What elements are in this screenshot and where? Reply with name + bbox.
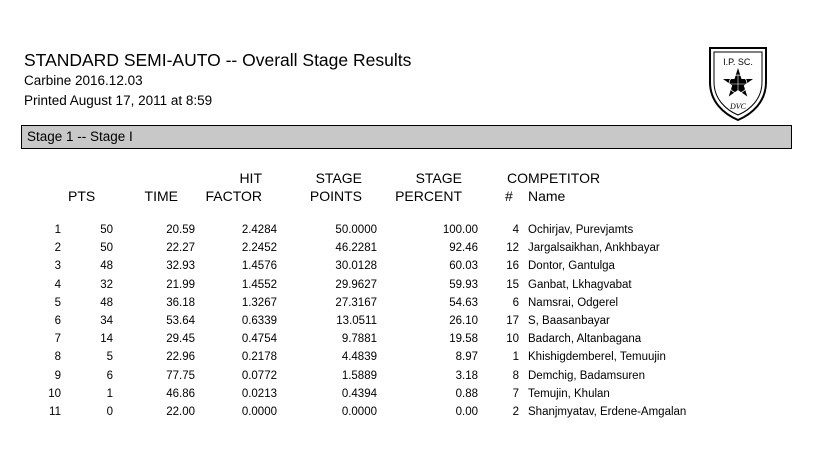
- pts-cell: 50: [100, 224, 113, 236]
- header-spct-bottom: PERCENT: [395, 188, 462, 204]
- header-time: TIME: [144, 188, 178, 204]
- time-cell: 53.64: [166, 315, 195, 328]
- report-title: STANDARD SEMI-AUTO -- Overall Stage Results: [24, 50, 412, 70]
- hit-factor-cell: 0.0000: [241, 406, 277, 419]
- place-cell: 3: [54, 260, 61, 273]
- stage-points-cell: 0.0000: [341, 406, 377, 419]
- stage-percent-cell: 59.93: [449, 278, 478, 291]
- hit-factor-cell: 0.4754: [241, 333, 277, 346]
- competitor-name-cell: Jargalsaikhan, Ankhbayar: [528, 242, 660, 255]
- table-row: [22, 367, 686, 385]
- logo-text-top: I.P. SC.: [723, 57, 753, 67]
- place-cell: 6: [54, 315, 61, 328]
- ipsc-shield-logo: [706, 44, 770, 124]
- pts-cell: 32: [100, 278, 113, 291]
- stage-points-cell: 13.0511: [336, 315, 377, 328]
- time-cell: 20.59: [166, 224, 195, 236]
- place-cell: 9: [54, 369, 61, 382]
- hit-factor-cell: 0.6339: [241, 315, 277, 328]
- table-row: [22, 385, 686, 403]
- pts-cell: 14: [100, 333, 113, 346]
- stage-points-cell: 30.0128: [335, 260, 377, 273]
- competitor-number-cell: 8: [512, 369, 519, 382]
- place-cell: 8: [54, 351, 61, 364]
- time-cell: 22.00: [166, 406, 195, 419]
- table-row: [22, 348, 686, 366]
- header-pts: PTS: [68, 188, 96, 204]
- time-cell: 46.86: [166, 387, 195, 400]
- place-cell: 10: [48, 387, 61, 400]
- place-cell: 1: [54, 224, 61, 236]
- hit-factor-cell: 1.4552: [241, 278, 277, 291]
- competitor-name-cell: Shanjmyatav, Erdene-Amgalan: [528, 406, 687, 419]
- stage-percent-cell: 60.03: [449, 260, 478, 273]
- competitor-name-cell: Demchig, Badamsuren: [528, 369, 645, 382]
- stage-points-cell: 29.9627: [335, 278, 377, 291]
- hit-factor-cell: 0.0772: [241, 369, 277, 382]
- hit-factor-cell: 0.2178: [241, 351, 277, 364]
- place-cell: 11: [49, 406, 61, 419]
- place-cell: 5: [54, 296, 61, 309]
- header-hit-top: HIT: [239, 170, 262, 186]
- competitor-number-cell: 2: [512, 406, 519, 419]
- competitor-number-cell: 16: [506, 260, 519, 273]
- stage-percent-cell: 0.00: [455, 406, 478, 419]
- time-cell: 21.99: [166, 278, 195, 291]
- stage-percent-cell: 92.46: [449, 242, 478, 255]
- stage-points-cell: 46.2281: [335, 242, 377, 255]
- time-cell: 29.45: [166, 333, 195, 346]
- hit-factor-cell: 2.4284: [241, 224, 277, 236]
- competitor-number-cell: 7: [512, 387, 519, 400]
- time-cell: 36.18: [166, 296, 195, 309]
- stage-percent-cell: 26.10: [449, 315, 478, 328]
- stage-percent-cell: 3.18: [455, 369, 478, 382]
- stage-percent-cell: 0.88: [455, 387, 478, 400]
- match-name: Carbine 2016.12.03: [24, 73, 143, 88]
- competitor-number-cell: 6: [512, 296, 519, 309]
- pts-cell: 1: [106, 387, 113, 400]
- header-comp-name: Name: [528, 188, 566, 204]
- competitor-number-cell: 15: [506, 278, 519, 291]
- time-cell: 77.75: [166, 369, 195, 382]
- pts-cell: 48: [100, 296, 113, 309]
- logo-text-bottom: DVC: [730, 102, 746, 111]
- hit-factor-cell: 1.3267: [241, 296, 277, 309]
- header-spct-top: STAGE: [415, 170, 462, 186]
- hit-factor-cell: 0.0213: [241, 387, 277, 400]
- competitor-number-cell: 10: [506, 333, 519, 346]
- header-hit-bottom: FACTOR: [205, 188, 262, 204]
- competitor-name-cell: Badarch, Altanbagana: [528, 333, 642, 346]
- place-cell: 4: [54, 278, 61, 291]
- table-row: [22, 330, 686, 348]
- competitor-name-cell: Ochirjav, Purevjamts: [528, 224, 634, 236]
- table-row: [22, 257, 686, 275]
- competitor-name-cell: Temujin, Khulan: [528, 387, 610, 400]
- results-body: [22, 221, 686, 421]
- pts-cell: 6: [106, 369, 113, 382]
- competitor-name-cell: Dontor, Gantulga: [528, 260, 615, 273]
- stage-label: Stage 1 -- Stage I: [27, 129, 133, 144]
- hit-factor-cell: 1.4576: [241, 260, 277, 273]
- stage-percent-cell: 19.58: [449, 333, 478, 346]
- competitor-name-cell: Ganbat, Lkhagvabat: [528, 278, 632, 291]
- printed-date: Printed August 17, 2011 at 8:59: [24, 93, 213, 108]
- pts-cell: 0: [106, 406, 113, 419]
- table-row: [22, 221, 686, 239]
- time-cell: 22.27: [166, 242, 195, 255]
- stage-header-bar: [21, 125, 792, 149]
- stage-percent-cell: 100.00: [442, 224, 478, 236]
- stage-points-cell: 0.4394: [341, 387, 377, 400]
- stage-points-cell: 50.0000: [335, 224, 377, 236]
- place-cell: 7: [54, 333, 61, 346]
- table-row: [22, 312, 686, 330]
- stage-points-cell: 9.7881: [341, 333, 377, 346]
- competitor-name-cell: Khishigdemberel, Temuujin: [528, 351, 666, 364]
- header-comp-number: #: [505, 188, 513, 204]
- competitor-number-cell: 1: [512, 351, 519, 364]
- pts-cell: 48: [100, 260, 113, 273]
- header-sp-top: STAGE: [315, 170, 362, 186]
- stage-points-cell: 27.3167: [335, 296, 377, 309]
- competitor-name-cell: Namsrai, Odgerel: [528, 296, 619, 309]
- competitor-number-cell: 12: [506, 242, 519, 255]
- header-sp-bottom: POINTS: [309, 188, 362, 204]
- hit-factor-cell: 2.2452: [241, 242, 277, 255]
- table-row: [22, 276, 686, 294]
- table-row: [22, 239, 686, 257]
- time-cell: 22.96: [166, 351, 195, 364]
- competitor-number-cell: 4: [512, 224, 519, 236]
- pts-cell: 50: [100, 242, 113, 255]
- table-row: [22, 403, 686, 421]
- competitor-number-cell: 17: [506, 315, 519, 328]
- stage-percent-cell: 54.63: [449, 296, 478, 309]
- time-cell: 32.93: [166, 260, 195, 273]
- pts-cell: 34: [100, 315, 113, 328]
- stage-percent-cell: 8.97: [455, 351, 478, 364]
- results-table: [22, 221, 686, 421]
- stage-points-cell: 4.4839: [341, 351, 377, 364]
- competitor-name-cell: S, Baasanbayar: [528, 315, 610, 328]
- header-competitor: COMPETITOR: [507, 170, 601, 186]
- pts-cell: 5: [106, 351, 113, 364]
- stage-points-cell: 1.5889: [341, 369, 377, 382]
- place-cell: 2: [54, 242, 61, 255]
- table-row: [22, 294, 686, 312]
